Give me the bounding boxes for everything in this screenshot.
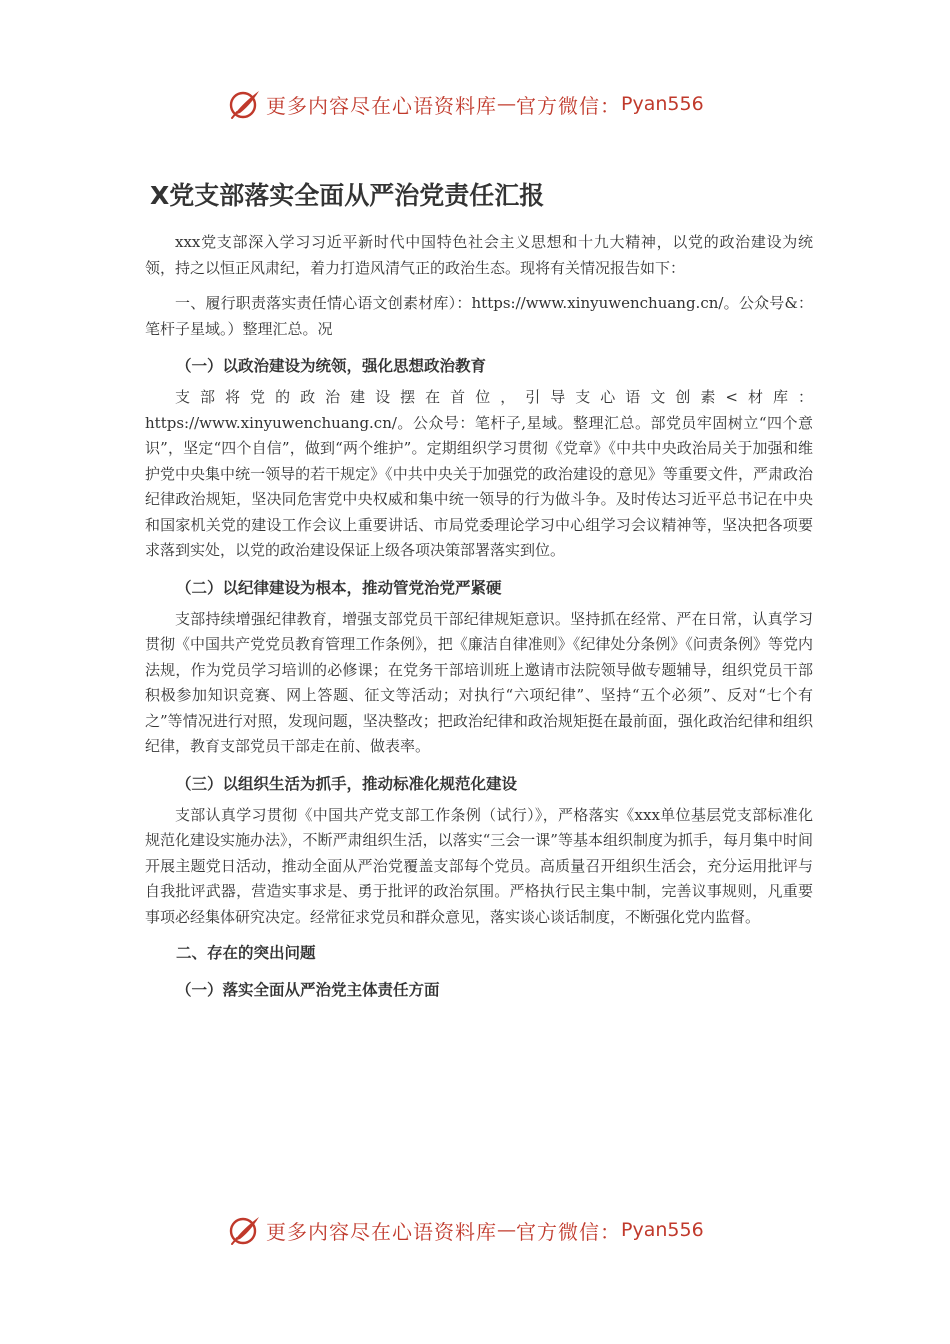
header-banner (228, 86, 728, 122)
banner-separator: — (497, 93, 516, 115)
subsection-1-heading: （一）以政治建设为统领，强化思想政治教育 (176, 357, 487, 375)
subsection-3-body: 支部认真学习贯彻《中国共产党支部工作条例（试行）》，严格落实《xxx单位基层党支部标准化规范化建设实施办法》，不断严肃组织生活，以落实“三会一课”等基本组织制度为抓手，每月集中时间开展主题党日活动，推动全面从严治党覆盖支部每个党员。高质量召开组织生活会，充分运用批评与自我批评武器，营造实事求是、勇于批评的政治氛围。严格执行民主集中制，完善议事规则，凡重要事项必经集体研究决定。经常征求党员和群众意见，落实谈心谈话制度，不断强化党内监督。 (145, 805, 813, 926)
subsection-4-heading: （一）落实全面从严治党主体责任方面 (176, 981, 440, 999)
footer-banner (228, 1212, 728, 1248)
subsection-2-heading: （二）以纪律建设为根本，推动管党治党严紧硬 (176, 578, 502, 597)
banner-wechat-label: 官方微信： (516, 93, 621, 118)
banner-wechat-id: Pyan556 (621, 93, 704, 115)
subsection-2-body: 支部持续增强纪律教育，增强支部党员干部纪律规矩意识。坚持抓在经常、严在日常，认真学习贯彻《中国共产党党员教育管理工作条例》，把《廉洁自律准则》《纪律处分条例》《问责条例》等党内法规，作为党员学习培训的必修课；在党务干部培训班上邀请市法院领导做专题辅导，组织党员干部积极参加知识竞赛、网上答题、征文等活动；对执行“六项纪律”、坚持“五个必须”、反对“七个有之”等情况进行对照，发现问题，坚决整改；把政治纪律和政治规矩挺在最前面，强化政治纪律和组织纪律，教育支部党员干部走在前、做表率。 (145, 609, 813, 755)
document-body (145, 230, 813, 1009)
banner-wechat-id: Pyan556 (621, 1219, 704, 1241)
section-2-heading: 二、存在的突出问题 (176, 944, 316, 962)
subsection-1-body: 支部将党的政治建设摆在首位，引导支心语文创素<材库：https://www.xinyuwenchuang.cn/。公众号：笔杆子,星域。整理汇总。部党员牢固树立“四个意识”，坚定“四个自信”，做到“两个维护”。定期组织学习贯彻《党章》《中共中央政治局关于加强和维护党中央集中统一领导的若干规定》《中共中央关于加强党的政治建设的意见》等重要文件，严肃政治纪律政治规矩，坚决同危害党中央权威和集中统一领导的行为做斗争。及时传达习近平总书记在中央和国家机关党的建设工作会议上重要讲话、市局党委理论学习中心组学习会议精神等，坚决把各项要求落到实处，以党的政治建设保证上级各项决策部署落实到位。 (145, 388, 813, 559)
banner-text: 更多内容尽在心语资料库 (266, 1219, 497, 1244)
document-title: X党支部落实全面从严治党责任汇报 (150, 181, 545, 210)
quill-logo-icon (228, 87, 262, 121)
banner-wechat-label: 官方微信： (516, 1219, 621, 1244)
banner-text: 更多内容尽在心语资料库 (266, 93, 497, 118)
banner-separator: — (497, 1219, 516, 1241)
section-1-heading: 一、履行职责落实责任情心语文创素材库）：https://www.xinyuwenchuang.cn/。公众号&：笔杆子星域。）整理汇总。况 (145, 294, 813, 338)
subsection-3-heading: （三）以组织生活为抓手，推动标准化规范化建设 (176, 774, 518, 793)
intro-paragraph: xxx党支部深入学习习近平新时代中国特色社会主义思想和十九大精神，以党的政治建设为统领，持之以恒正风肃纪，着力打造风清气正的政治生态。现将有关情况报告如下： (145, 233, 813, 277)
quill-logo-icon (228, 1213, 262, 1247)
